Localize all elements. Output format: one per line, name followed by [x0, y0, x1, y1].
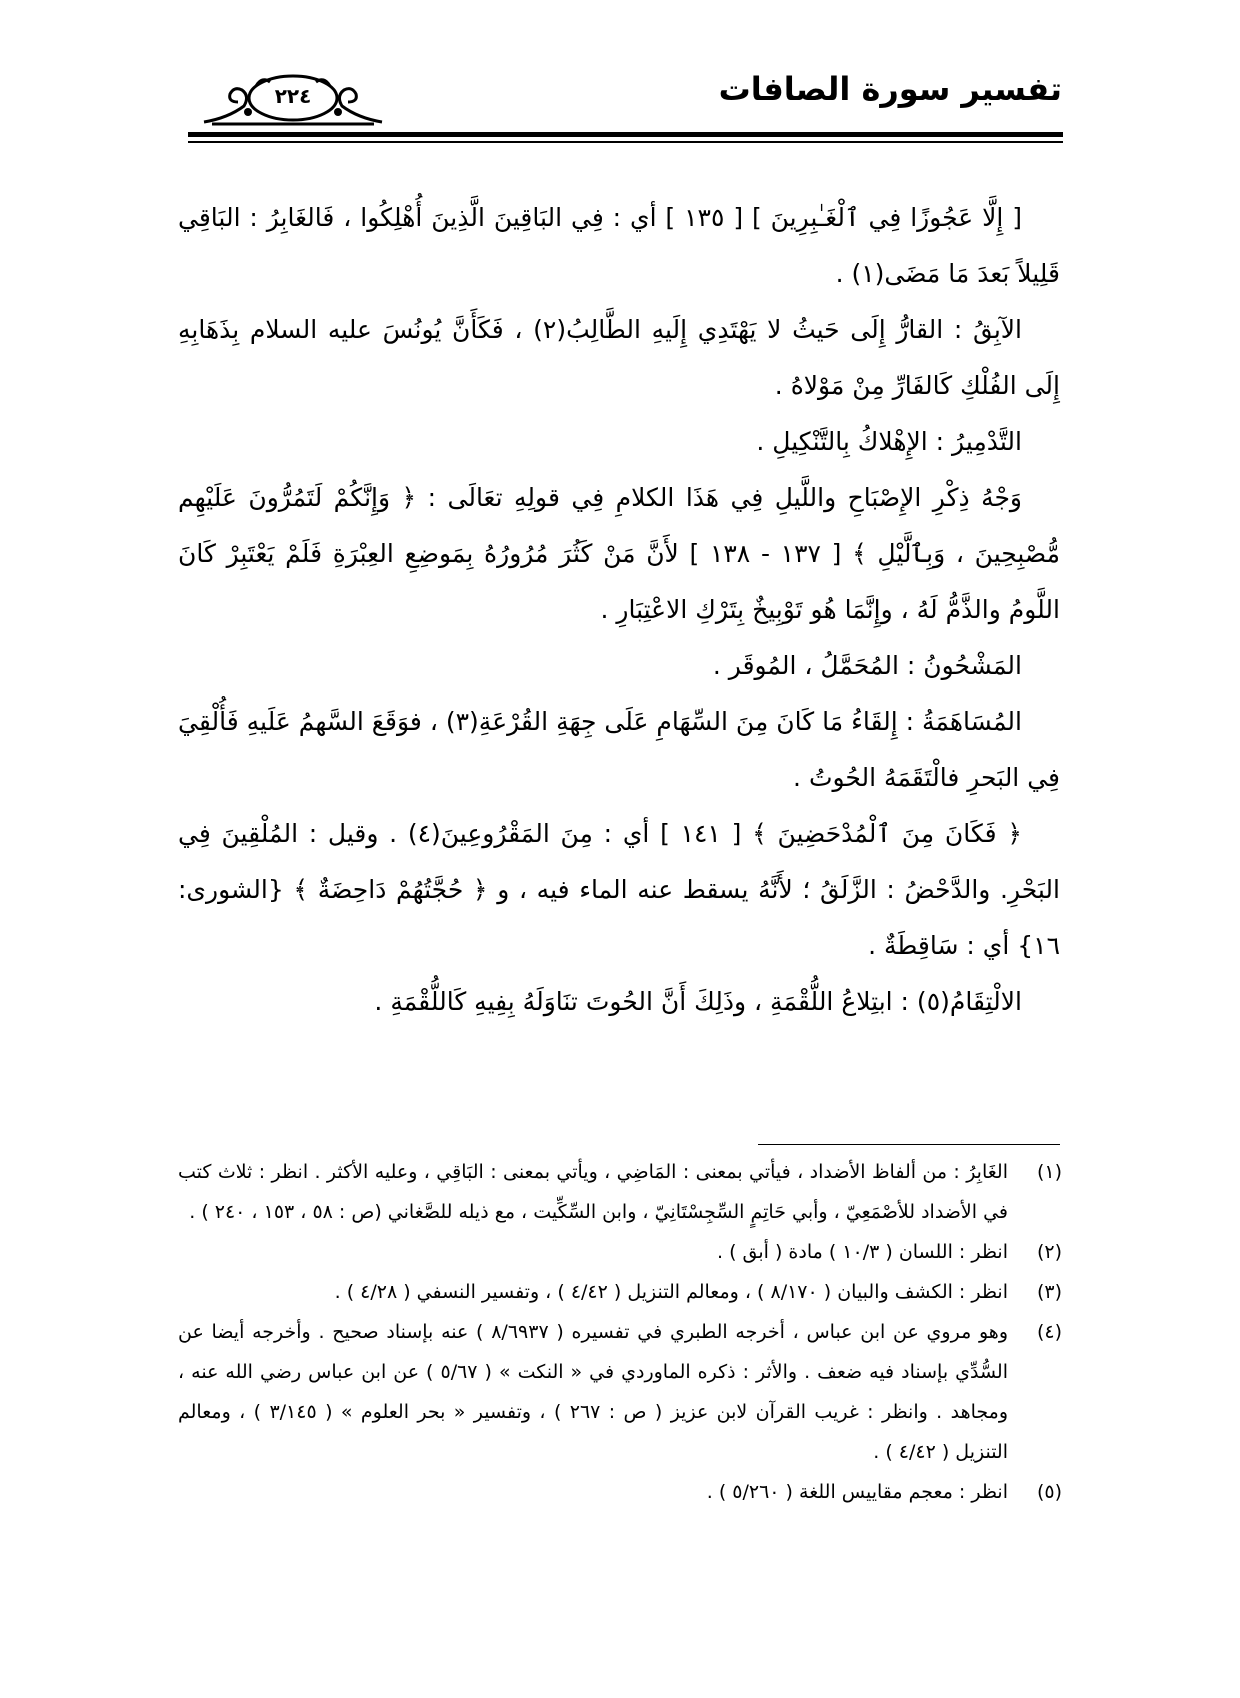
footnote-text: الغَابِرُ : من ألفاظ الأضداد ، فيأتي بمعنى : المَاضِي ، ويأتي بمعنى : البَاقِي ، وعليه الأكثر . انظر : ثلاث كتب في الأضداد للأصْمَعِيّ ، وأبي حَاتِمٍ السِّجِسْتَانِيّ ، وابن السِّكِّيت ، مع ذيله للصَّغاني (ص : ٥٨ ، ١٥٣ ، ٢٤٠ ) .: [178, 1161, 1008, 1223]
page-title: تفسير سورة الصافات: [718, 70, 1062, 108]
footnote-number: (٢): [1036, 1241, 1062, 1263]
footnote: [178, 1272, 1062, 1312]
footnote-text: انظر : الكشف والبيان ( ٨/١٧٠ ) ، ومعالم التنزيل ( ٤/٤٢ ) ، وتفسير النسفي ( ٤/٢٨ ) .: [334, 1281, 1008, 1303]
footnote-number: (١): [1036, 1161, 1062, 1183]
main-text: [178, 190, 1060, 1030]
paragraph: الالْتِقَامُ(٥) : ابتِلاعُ اللُّقْمَةِ ، وذَلِكَ أَنَّ الحُوتَ تنَاوَلَهُ بِفِيهِ كَاللُّقْمَةِ .: [374, 987, 1022, 1016]
paragraph: المَشْحُونُ : المُحَمَّلُ ، المُوقَر .: [712, 651, 1022, 680]
footnote-text: انظر : اللسان ( ١٠/٣ ) مادة ( أبق ) .: [716, 1241, 1008, 1263]
footnote-number: (٥): [1036, 1481, 1062, 1503]
paragraph: المُسَاهَمَةُ : إِلقَاءُ مَا كَانَ مِنَ السِّهَامِ عَلَى جِهَةِ القُرْعَةِ(٣) ، فوَقَعَ السَّهمُ عَلَيهِ فَأُلْقِيَ فِي البَحرِ فالْتَقَمَهُ الحُوتُ .: [178, 707, 1060, 792]
footnote: [178, 1312, 1062, 1472]
footnote-text: وهو مروي عن ابن عباس ، أخرجه الطبري في تفسيره ( ٨/٦٩٣٧ ) عنه بإسناد صحيح . وأخرجه أيضا عن السُّدِّي بإسناد فيه ضعف . والأثر : ذكره الماوردي في « النكت » ( ٥/٦٧ ) عن ابن عباس رضي الله عنه ، ومجاهد . وانظر : غريب القرآن لابن عزيز ( ص : ٢٦٧ ) ، وتفسير « بحر العلوم » ( ٣/١٤٥ ) ، ومعالم التنزيل ( ٤/٤٢ ) .: [178, 1321, 1009, 1463]
paragraph: التَّدْمِيرُ : الإِهْلاكُ بِالتَّنْكِيلِ .: [756, 427, 1022, 456]
paragraph: [ إِلَّا عَجُوزًا فِي ٱلْغَـٰبِرِينَ ] [ ١٣٥ ] أي : فِي البَاقِينَ الَّذِينَ أُهْلِكُوا ، فَالغَابِرُ : البَاقِي قَلِيلاً بَعدَ مَا مَضَى(١) .: [178, 203, 1060, 288]
footnote-number: (٣): [1036, 1281, 1062, 1303]
footnote: [178, 1472, 1062, 1512]
page-number: ٢٢٤: [274, 84, 312, 108]
paragraph: الآبِقُ : القارُّ إِلَى حَيثُ لا يَهْتَدِي إِلَيهِ الطَّالِبُ(٢) ، فَكَأَنَّ يُونُسَ عليه السلام بِذَهَابِهِ إِلَى الفُلْكِ كَالفَارِّ مِنْ مَوْلاهُ .: [178, 315, 1060, 400]
footnote: [178, 1232, 1062, 1272]
paragraph: ﴿ فَكَانَ مِنَ ٱلْمُدْحَضِينَ ﴾ [ ١٤١ ] أي : مِنَ المَقْرُوعِينَ(٤) . وقيل : المُلْقِينَ فِي البَحْرِ. والدَّحْضُ : الزَّلَقُ ؛ لأَنَّهُ يسقط عنه الماء فيه ، و ﴿ حُجَّتُهُمْ دَاحِضَةٌ ﴾ {الشورى: ١٦} أي : سَاقِطَةٌ .: [178, 819, 1060, 960]
header-rule-thin: [188, 141, 1063, 143]
header-rule-thick: [188, 132, 1063, 137]
footnote-text: انظر : معجم مقاييس اللغة ( ٥/٢٦٠ ) .: [706, 1481, 1008, 1503]
footnote-number: (٤): [1036, 1321, 1062, 1343]
footnote-separator: [758, 1144, 1060, 1145]
footnotes: [178, 1152, 1062, 1512]
paragraph: وَجْهُ ذِكْرِ الإِصْبَاحِ واللَّيلِ فِي هَذَا الكلامِ فِي قولِهِ تعَالَى : ﴿ وَإِنَّكُمْ لَتَمُرُّونَ عَلَيْهِم مُّصْبِحِينَ ، وَبِٱلَّيْلِ ﴾ [ ١٣٧ - ١٣٨ ] لأَنَّ مَنْ كَثُرَ مُرُورُهُ بِمَوضِعِ العِبْرَةِ فَلَمْ يَعْتَبِرْ كَانَ اللَّومُ والذَّمُّ لَهُ ، وإِنَّمَا هُو تَوْبِيخٌ بِتَرْكِ الاعْتِبَارِ .: [178, 483, 1060, 624]
footnote: [178, 1152, 1062, 1232]
